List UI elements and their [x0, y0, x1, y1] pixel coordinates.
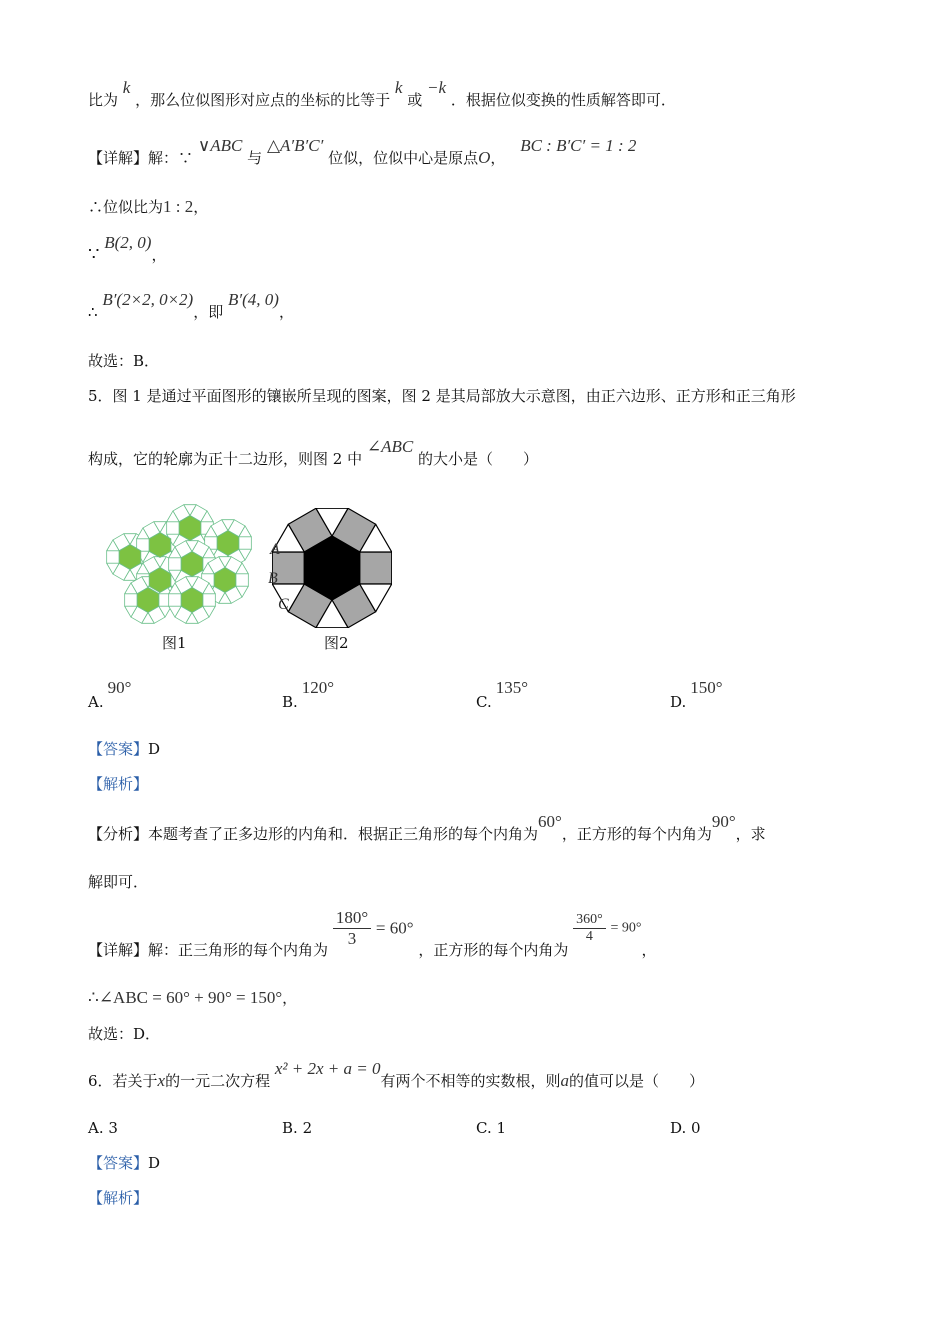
option-value: 135°	[495, 678, 529, 697]
answer-value: D	[148, 740, 161, 758]
text: 比为	[88, 91, 119, 109]
option-letter: C.	[476, 693, 492, 711]
text: 有两个不相等的实数根，则	[380, 1072, 561, 1090]
ratio-line	[88, 197, 208, 217]
text: 与	[247, 149, 263, 167]
square-tile	[169, 558, 182, 571]
because-symbol: ∵	[178, 149, 194, 167]
because-symbol: ∵	[88, 244, 100, 265]
fraction-180-over-3	[333, 908, 371, 949]
option-b[interactable]	[282, 678, 335, 712]
answer-value: D	[148, 1154, 161, 1172]
figure2-dodecagon	[272, 508, 392, 628]
continuation-line	[88, 78, 676, 110]
fenxi-line	[88, 812, 766, 844]
math-ratio: BC : B′C′ = 1 : 2	[520, 136, 637, 155]
q6-option-c[interactable]	[476, 1119, 506, 1137]
option-letter: B.	[282, 1119, 298, 1137]
option-value: 1	[496, 1119, 507, 1137]
option-letter: A.	[88, 1119, 104, 1137]
option-value: 120°	[301, 678, 335, 697]
point-label-a: A	[270, 541, 280, 558]
math-k: k	[122, 78, 131, 97]
fraction-numerator: 360°	[573, 912, 606, 929]
option-letter: D.	[670, 1119, 687, 1137]
figure2-caption: 图2	[324, 634, 349, 652]
figure1-caption: 图1	[162, 634, 187, 652]
option-value: 90°	[107, 678, 132, 697]
option-value: 0	[691, 1119, 701, 1137]
math-angle-abc: ∠ABC	[366, 437, 414, 456]
answer-line	[88, 739, 160, 759]
point-line	[88, 233, 167, 265]
math-equals-60: = 60°	[375, 918, 414, 938]
text: 的一元二次方程	[165, 1072, 271, 1090]
fenxi-tag: 【分析】	[88, 825, 149, 843]
q6-option-d[interactable]	[670, 1119, 701, 1137]
tessellation-tiles	[107, 505, 252, 624]
detail-tag: 【详解】	[88, 149, 149, 167]
point-label-b: B	[268, 570, 278, 587]
text: ，	[490, 149, 506, 167]
q6-option-a[interactable]	[88, 1119, 118, 1137]
text: ，正方形的每个内角为	[561, 825, 712, 843]
fenxi-end: 解即可．	[88, 873, 149, 891]
therefore-symbol: ∴	[88, 303, 98, 321]
analysis-tag: 【解析】	[88, 1189, 149, 1207]
text: 解：正三角形的每个内角为	[148, 940, 329, 959]
text: ，	[278, 303, 294, 321]
text: ，正方形的每个内角为	[418, 940, 569, 959]
text: 的大小是（ ）	[418, 450, 539, 468]
math-triangle-abc: ∨ABC	[197, 136, 243, 155]
math-a: a	[560, 1071, 570, 1090]
option-letter: C.	[476, 1119, 492, 1137]
question5-line2	[88, 437, 539, 469]
text: 的值可以是（ ）	[569, 1072, 705, 1090]
choose-line: 故选：D．	[88, 1025, 161, 1043]
option-letter: D.	[670, 693, 687, 711]
option-c[interactable]	[476, 678, 529, 712]
math-equals-90: = 90°	[610, 920, 642, 936]
q6-option-b[interactable]	[282, 1119, 312, 1137]
text: ，	[193, 198, 209, 216]
text: 位似，位似中心是原点	[328, 149, 479, 167]
math-o: O	[478, 148, 491, 167]
square-tile	[169, 594, 182, 607]
question5-line1: 5．图 1 是通过平面图形的镶嵌所呈现的图案，图 2 是其局部放大示意图，由正六边形、正方形和正三角形	[88, 387, 796, 405]
text: 本题考查了正多边形的内角和．根据正三角形的每个内角为	[148, 825, 539, 843]
text: 或	[407, 91, 423, 109]
math-equation: x² + 2x + a = 0	[274, 1059, 381, 1078]
math-x: x	[157, 1071, 166, 1090]
math-60deg: 60°	[538, 812, 562, 831]
math-ratio: 1 : 2	[163, 197, 194, 216]
detail-fraction-line	[88, 908, 657, 959]
option-value: 150°	[690, 678, 723, 697]
text: ∴位似比为	[88, 198, 164, 216]
square-tile	[167, 522, 180, 535]
math-triangle-a1b1c1: △A′B′C′	[266, 136, 324, 155]
square-tile	[236, 574, 249, 587]
analysis-tag: 【解析】	[88, 775, 149, 793]
math-point-result: B′(4, 0)	[228, 290, 279, 309]
point-label-c: C	[278, 596, 289, 613]
answer-tag: 【答案】	[88, 1154, 149, 1172]
fraction-denominator: 4	[585, 929, 593, 944]
figure1-tessellation	[100, 500, 260, 630]
detail-tag: 【详解】	[88, 940, 149, 959]
text: ．根据位似变换的性质解答即可．	[450, 91, 676, 109]
dodecagon-drawing	[272, 508, 391, 627]
math-angle-sum: ∴∠ABC = 60° + 90° = 150°	[88, 988, 283, 1007]
math-90deg: 90°	[711, 812, 736, 831]
text: ，那么位似图形对应点的坐标的比等于	[135, 91, 391, 109]
text: ，	[282, 989, 298, 1007]
square-tile	[107, 551, 120, 564]
math-point-b: B(2, 0)	[104, 233, 152, 252]
answer-tag: 【答案】	[88, 740, 149, 758]
option-letter: A.	[88, 693, 104, 711]
square-tile	[360, 552, 392, 584]
option-value: 3	[108, 1119, 118, 1137]
text: 6．若关于	[88, 1072, 158, 1090]
square-tile	[125, 594, 138, 607]
math-neg-k: −k	[427, 78, 447, 97]
text: 解：	[148, 149, 179, 167]
option-letter: B.	[282, 693, 298, 711]
option-d[interactable]	[670, 678, 723, 712]
fraction-360-over-4	[573, 912, 606, 945]
square-tile	[239, 537, 252, 550]
text: ，	[641, 940, 657, 959]
detail-line	[88, 136, 637, 168]
option-value: 2	[302, 1119, 313, 1137]
math-k: k	[394, 78, 403, 97]
result-line	[88, 290, 294, 322]
q6-answer-line	[88, 1153, 160, 1173]
fraction-denominator: 3	[347, 929, 357, 948]
fraction-numerator: 180°	[333, 908, 371, 929]
square-tile	[203, 594, 216, 607]
therefore-line	[88, 988, 297, 1008]
text: 构成，它的轮廓为正十二边形，则图 2 中	[88, 450, 363, 468]
question6-line	[88, 1059, 705, 1091]
text: ，求	[735, 825, 766, 843]
text: ，即	[193, 303, 224, 321]
text: ，	[151, 246, 167, 264]
choose-line: 故选：B．	[88, 352, 160, 370]
option-a[interactable]	[88, 678, 132, 712]
math-point-expr: B′(2×2, 0×2)	[102, 290, 194, 309]
